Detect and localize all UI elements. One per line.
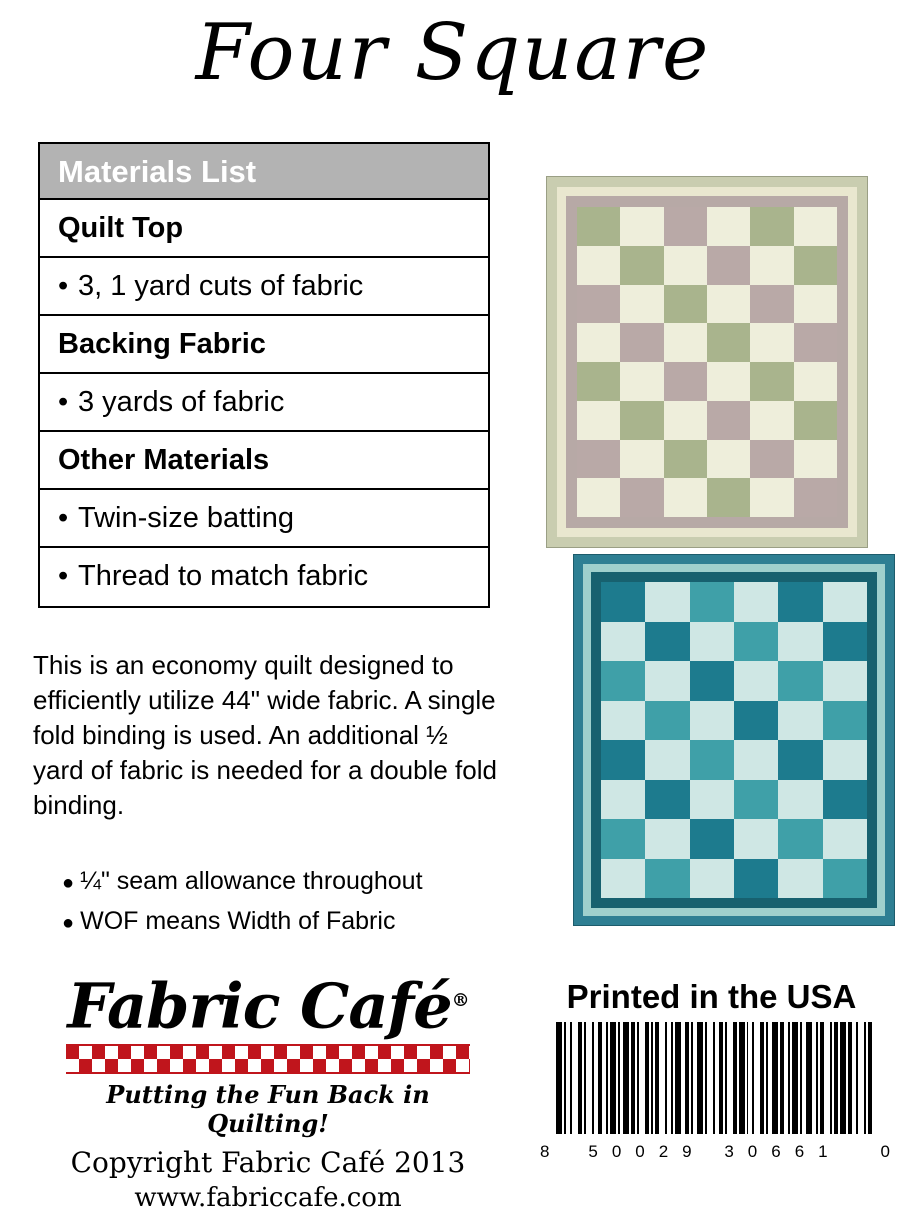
logo-tagline: Putting the Fun Back in Quilting! — [106, 1079, 430, 1138]
quilt-patch — [620, 207, 663, 246]
quilt-patch — [645, 661, 689, 701]
quilt-patch — [645, 859, 689, 899]
quilt-patch — [664, 478, 707, 517]
quilt-patch — [577, 207, 620, 246]
list-item-label: WOF means Width of Fabric — [80, 907, 396, 935]
materials-row-label: Backing Fabric — [58, 328, 266, 360]
quilt-patch — [707, 246, 750, 285]
quilt-patch — [690, 701, 734, 741]
quilt-patch — [664, 246, 707, 285]
quilt-patch — [601, 740, 645, 780]
quilt-patch — [778, 819, 822, 859]
quilt-patch — [601, 582, 645, 622]
quilt-patch — [577, 323, 620, 362]
quilt-patch — [620, 246, 663, 285]
quilt-patch — [645, 701, 689, 741]
quilt-patch — [707, 440, 750, 479]
quilt-patch — [620, 440, 663, 479]
teal-quilt-inner-border — [591, 572, 877, 908]
quilt-patch — [601, 661, 645, 701]
description-paragraph: This is an economy quilt designed to efficiently utilize 44" wide fabric. A single fold binding is used. An additional ½ yard of fabric is needed for a double fold binding. — [33, 650, 497, 820]
logo-text: Fabric Café — [67, 969, 452, 1043]
quilt-patch — [707, 285, 750, 324]
materials-row-quilt-top-item — [40, 258, 488, 316]
quilt-patch — [645, 582, 689, 622]
quilt-patch — [750, 401, 793, 440]
quilt-patch — [794, 246, 837, 285]
quilt-patch — [577, 246, 620, 285]
quilt-patch — [664, 285, 707, 324]
quilt-patch — [577, 440, 620, 479]
green-quilt-patchwork-grid — [577, 207, 837, 517]
quilt-patch — [577, 478, 620, 517]
materials-row-label: Thread to match fabric — [78, 560, 369, 592]
quilt-patch — [778, 780, 822, 820]
green-quilt-photo — [546, 176, 868, 548]
quilt-patch — [645, 740, 689, 780]
list-item — [62, 902, 522, 942]
materials-list-table — [38, 142, 490, 608]
quilt-patch — [823, 819, 867, 859]
bullet-icon: • — [58, 386, 69, 418]
quilt-patch — [707, 362, 750, 401]
materials-row-other-materials — [40, 432, 488, 490]
quilt-patch — [750, 440, 793, 479]
materials-row-quilt-top — [40, 200, 488, 258]
quilt-patch — [823, 859, 867, 899]
quilt-patch — [601, 701, 645, 741]
quilt-patch — [794, 323, 837, 362]
quilt-patch — [620, 323, 663, 362]
quilt-patch — [664, 440, 707, 479]
quilt-patch — [707, 207, 750, 246]
quilt-patch — [664, 362, 707, 401]
quilt-patch — [778, 859, 822, 899]
teal-quilt-middle-border — [583, 564, 885, 916]
green-quilt-middle-border — [557, 187, 857, 537]
quilt-patch — [823, 622, 867, 662]
bullet-icon: ● — [62, 872, 75, 894]
quilt-patch — [750, 285, 793, 324]
quilt-patch — [707, 478, 750, 517]
materials-row-label: Quilt Top — [58, 212, 184, 244]
quilt-patch — [707, 401, 750, 440]
bullet-icon: • — [58, 560, 69, 592]
quilt-patch — [601, 859, 645, 899]
quilt-patch — [823, 780, 867, 820]
materials-row-thread-item — [40, 548, 488, 606]
quilt-patch — [778, 661, 822, 701]
quilt-patch — [577, 401, 620, 440]
materials-row-label: Other Materials — [58, 444, 270, 476]
printed-in-usa-label: Printed in the USA — [566, 978, 857, 1015]
quilt-patch — [601, 780, 645, 820]
quilt-patch — [750, 478, 793, 517]
quilt-patch — [645, 819, 689, 859]
quilt-patch — [794, 401, 837, 440]
quilt-patch — [577, 362, 620, 401]
materials-row-backing-fabric-item — [40, 374, 488, 432]
quilt-patch — [734, 859, 778, 899]
teal-quilt-photo — [573, 554, 895, 926]
quilt-patch — [690, 582, 734, 622]
checkerboard-divider — [66, 1044, 470, 1074]
quilt-patch — [690, 780, 734, 820]
quilt-patch — [794, 207, 837, 246]
bullet-icon: • — [58, 270, 69, 302]
quilt-patch — [734, 661, 778, 701]
materials-row-label: Twin-size batting — [78, 502, 294, 534]
quilt-patch — [664, 207, 707, 246]
quilt-patch — [750, 207, 793, 246]
barcode-digits — [540, 1142, 890, 1162]
quilt-patch — [601, 622, 645, 662]
bullet-icon: • — [58, 502, 69, 534]
quilt-patch — [645, 780, 689, 820]
quilt-patch — [750, 362, 793, 401]
quilt-patch — [690, 622, 734, 662]
quilt-patch — [690, 740, 734, 780]
quilt-patch — [664, 323, 707, 362]
quilt-patch — [620, 478, 663, 517]
quilt-patch — [778, 701, 822, 741]
teal-quilt-patchwork-grid — [601, 582, 867, 898]
barcode-left-digit: 8 — [540, 1142, 550, 1161]
quilt-patch — [823, 661, 867, 701]
barcode-right-digit: 0 — [880, 1142, 890, 1161]
list-item-label: ¼" seam allowance throughout — [80, 867, 423, 895]
page-title: Four Square — [195, 8, 711, 98]
quilt-patch — [620, 401, 663, 440]
materials-row-backing-fabric — [40, 316, 488, 374]
description-bullet-list — [62, 862, 522, 942]
quilt-patch — [690, 661, 734, 701]
quilt-patch — [601, 819, 645, 859]
quilt-patch — [734, 780, 778, 820]
quilt-patch — [750, 323, 793, 362]
quilt-patch — [734, 582, 778, 622]
barcode-bar — [872, 1022, 874, 1134]
quilt-patch — [823, 740, 867, 780]
quilt-patch — [620, 285, 663, 324]
quilt-patch — [778, 622, 822, 662]
quilt-patch — [690, 859, 734, 899]
barcode — [556, 1022, 874, 1152]
quilt-patch — [823, 582, 867, 622]
quilt-patch — [645, 622, 689, 662]
quilt-patch — [734, 740, 778, 780]
quilt-patch — [794, 362, 837, 401]
quilt-patch — [794, 478, 837, 517]
green-quilt-inner-border — [566, 196, 848, 528]
quilt-patch — [620, 362, 663, 401]
quilt-patch — [778, 740, 822, 780]
materials-row-label: 3, 1 yard cuts of fabric — [78, 270, 364, 302]
copyright-text: Copyright Fabric Café 2013 — [70, 1145, 466, 1179]
quilt-patch — [823, 701, 867, 741]
quilt-patch — [664, 401, 707, 440]
quilt-patch — [707, 323, 750, 362]
registered-trademark-icon: ® — [451, 990, 469, 1011]
quilt-patch — [577, 285, 620, 324]
quilt-patch — [794, 285, 837, 324]
materials-row-batting-item — [40, 490, 488, 548]
quilt-patch — [734, 622, 778, 662]
quilt-patch — [750, 246, 793, 285]
quilt-patch — [794, 440, 837, 479]
quilt-patch — [734, 819, 778, 859]
quilt-patch — [778, 582, 822, 622]
quilt-patch — [734, 701, 778, 741]
materials-list-header: Materials List — [40, 144, 488, 200]
bullet-icon: ● — [62, 912, 75, 934]
barcode-bars — [556, 1022, 874, 1134]
barcode-middle-digits: 50029 30661 — [588, 1142, 842, 1161]
materials-row-label: 3 yards of fabric — [78, 386, 285, 418]
website-url: www.fabriccafe.com — [134, 1182, 402, 1213]
quilt-patch — [690, 819, 734, 859]
fabric-cafe-logo — [58, 968, 478, 1213]
list-item — [62, 862, 522, 902]
logo-wordmark — [67, 968, 469, 1043]
